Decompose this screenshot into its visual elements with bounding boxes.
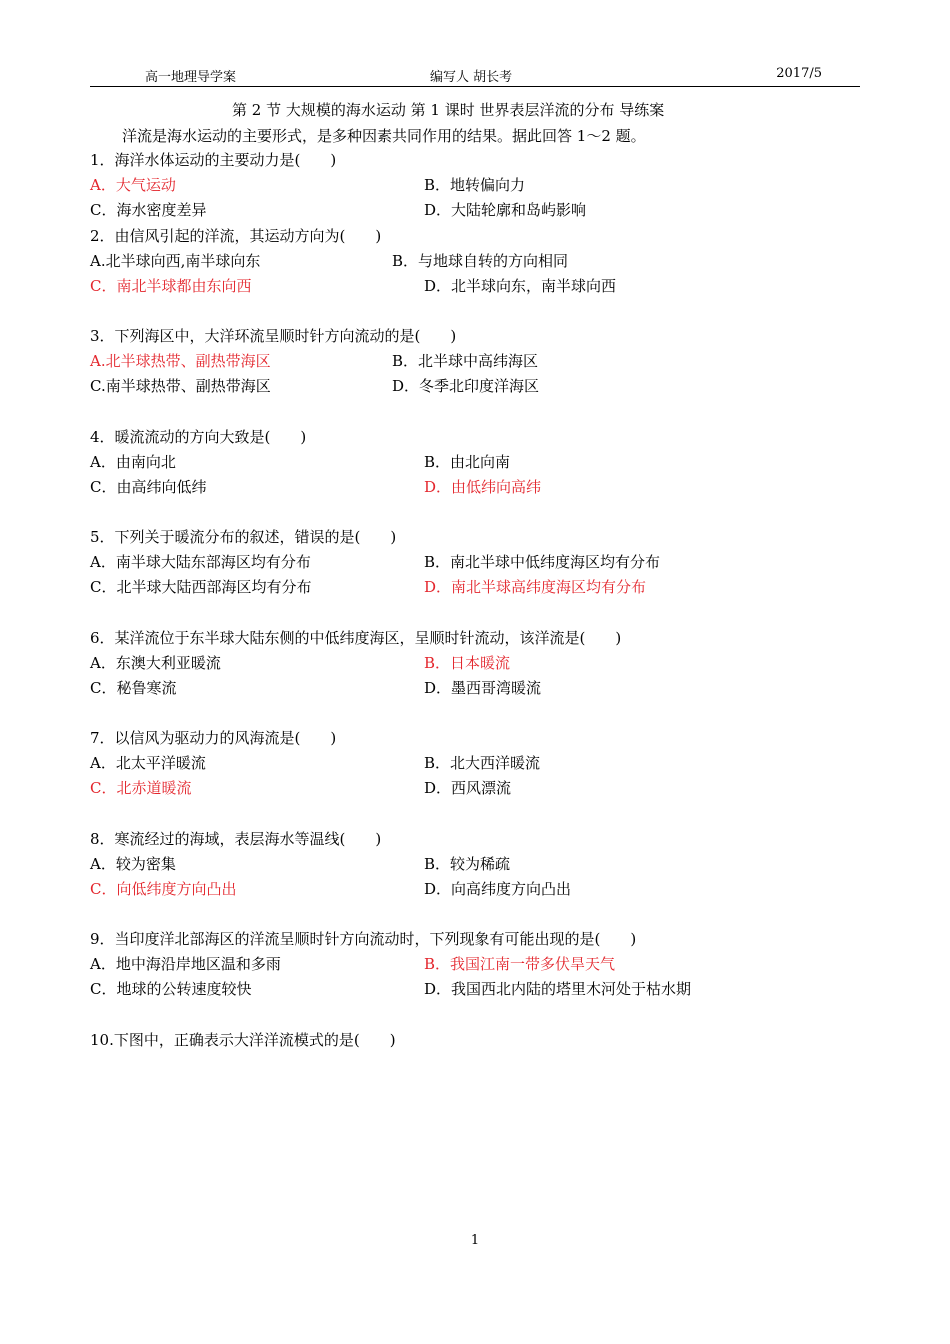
question-stem-8: 8．寒流经过的海域，表层海水等温线( ) [90,830,382,848]
page-header [90,66,860,87]
option-5d: D．南北半球高纬度海区均有分布 [424,578,647,596]
option-1c: C．海水密度差异 [90,201,207,219]
option-3c: C.南半球热带、副热带海区 [90,377,271,395]
option-6a: A．东澳大利亚暖流 [90,654,221,672]
option-3d: D．冬季北印度洋海区 [392,377,540,395]
option-2d: D．北半球向东，南半球向西 [424,277,617,295]
option-8b: B．较为稀疏 [424,855,511,873]
option-1d: D．大陆轮廓和岛屿影响 [424,201,587,219]
option-1a: A．大气运动 [90,176,176,194]
option-3a: A.北半球热带、副热带海区 [90,352,271,370]
option-7c: C．北赤道暖流 [90,779,192,797]
option-2b: B．与地球自转的方向相同 [392,252,569,270]
question-stem-9: 9．当印度洋北部海区的洋流呈顺时针方向流动时，下列现象有可能出现的是( ) [90,930,637,948]
question-stem-10: 10.下图中，正确表示大洋洋流模式的是( ) [90,1031,396,1049]
page-title: 第 2 节 大规模的海水运动 第 1 课时 世界表层洋流的分布 导练案 [232,101,665,119]
question-stem-1: 1．海洋水体运动的主要动力是( ) [90,151,337,169]
option-4b: B．由北向南 [424,453,511,471]
option-8a: A．较为密集 [90,855,176,873]
option-6b: B．日本暖流 [424,654,511,672]
option-7b: B．北大西洋暖流 [424,754,541,772]
intro-text: 洋流是海水运动的主要形式，是多种因素共同作用的结果。据此回答 1～2 题。 [122,127,646,145]
question-stem-7: 7．以信风为驱动力的风海流是( ) [90,729,337,747]
option-3b: B．北半球中高纬海区 [392,352,539,370]
option-8c: C．向低纬度方向凸出 [90,880,237,898]
option-7d: D．西风漂流 [424,779,512,797]
option-9c: C．地球的公转速度较快 [90,980,252,998]
question-stem-2: 2．由信风引起的洋流，其运动方向为( ) [90,227,382,245]
option-9b: B．我国江南一带多伏旱天气 [424,955,616,973]
question-stem-6: 6．某洋流位于东半球大陆东侧的中低纬度海区，呈顺时针流动，该洋流是( ) [90,629,622,647]
option-6d: D．墨西哥湾暖流 [424,679,542,697]
page-number: 1 [470,1233,480,1248]
option-2a: A.北半球向西,南半球向东 [90,252,261,270]
question-stem-5: 5．下列关于暖流分布的叙述，错误的是( ) [90,528,397,546]
option-9a: A．地中海沿岸地区温和多雨 [90,955,281,973]
option-2c: C．南北半球都由东向西 [90,277,252,295]
option-4c: C．由高纬向低纬 [90,478,207,496]
option-9d: D．我国西北内陆的塔里木河处于枯水期 [424,980,692,998]
option-5c: C．北半球大陆西部海区均有分布 [90,578,312,596]
option-4a: A．由南向北 [90,453,176,471]
option-5a: A．南半球大陆东部海区均有分布 [90,553,311,571]
option-1b: B．地转偏向力 [424,176,526,194]
option-8d: D．向高纬度方向凸出 [424,880,572,898]
option-6c: C．秘鲁寒流 [90,679,177,697]
option-7a: A．北太平洋暖流 [90,754,206,772]
header-course: 高一地理导学案 [145,70,237,85]
option-5b: B．南北半球中低纬度海区均有分布 [424,553,661,571]
question-stem-3: 3．下列海区中，大洋环流呈顺时针方向流动的是( ) [90,327,457,345]
question-stem-4: 4．暖流流动的方向大致是( ) [90,428,307,446]
header-date: 2017/5 [776,66,822,81]
header-author: 编写人 胡长考 [430,70,513,85]
option-4d: D．由低纬向高纬 [424,478,542,496]
